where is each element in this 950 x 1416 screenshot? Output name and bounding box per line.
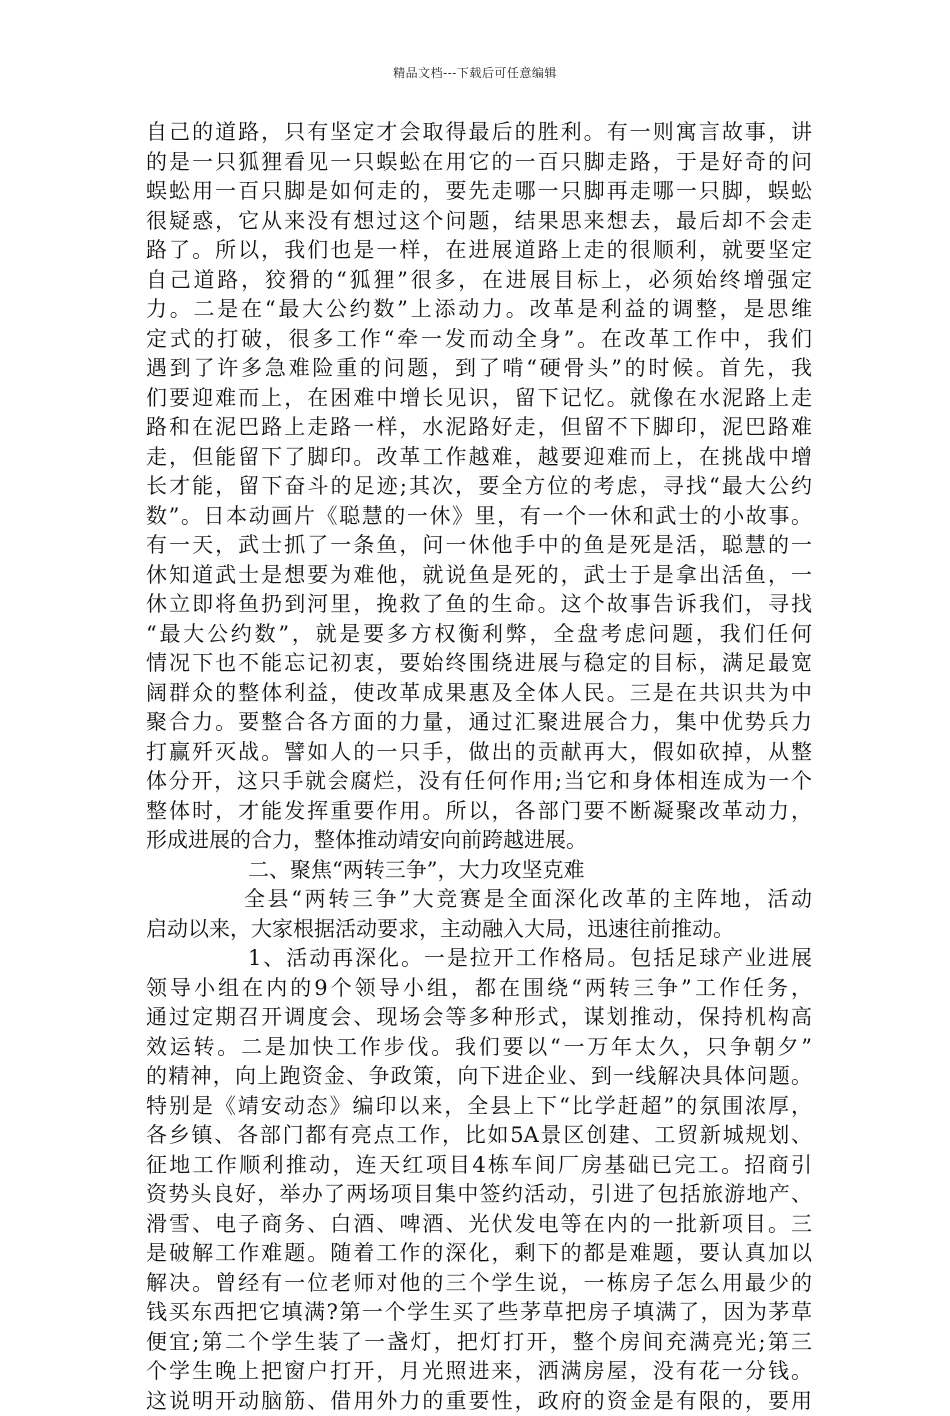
paragraph-line: 们要迎难而上，在困难中增长见识，留下记忆。就像在水泥路上走 [146,384,812,414]
paragraph-first-line: 1、活动再深化。一是拉开工作格局。包括足球产业进展 [146,944,812,974]
paragraph-line: 解决。曾经有一位老师对他的三个学生说，一栋房子怎么用最少的 [146,1269,812,1299]
paragraph-line: 长才能，留下奋斗的足迹;其次，要全方位的考虑，寻找“最大公约 [146,472,812,502]
paragraph-line: 通过定期召开调度会、现场会等多种形式，谋划推动，保持机构高 [146,1003,812,1033]
paragraph-line: 路和在泥巴路上走路一样，水泥路好走，但留不下脚印，泥巴路难 [146,413,812,443]
paragraph-line: 情况下也不能忘记初衷，要始终围绕进展与稳定的目标，满足最宽 [146,649,812,679]
section-heading: 二、聚焦“两转三争”，大力攻坚克难 [146,856,812,886]
paragraph-line: 钱买东西把它填满?第一个学生买了些茅草把房子填满了，因为茅草 [146,1298,812,1328]
paragraph-line: 个学生晚上把窗户打开，月光照进来，洒满房屋，没有花一分钱。 [146,1357,812,1387]
paragraph-line: 整体时，才能发挥重要作用。所以，各部门要不断凝聚改革动力， [146,797,812,827]
paragraph-line: 力。二是在“最大公约数”上添动力。改革是利益的调整，是思维 [146,295,812,325]
paragraph-line: “最大公约数”，就是要多方权衡利弊，全盘考虑问题，我们任何 [146,620,812,650]
paragraph-line: 很疑惑，它从来没有想过这个问题，结果思来想去，最后却不会走 [146,207,812,237]
paragraph-line: 便宜;第二个学生装了一盏灯，把灯打开，整个房间充满亮光;第三 [146,1328,812,1358]
paragraph-line: 的精神，向上跑资金、争政策，向下进企业、到一线解决具体问题。 [146,1062,812,1092]
paragraph-line: 数”。日本动画片《聪慧的一休》里，有一个一休和武士的小故事。 [146,502,812,532]
paragraph-line: 自己的道路，只有坚定才会取得最后的胜利。有一则寓言故事，讲 [146,118,812,148]
paragraph-line: 路了。所以，我们也是一样，在进展道路上走的很顺利，就要坚定 [146,236,812,266]
paragraph-line: 效运转。二是加快工作步伐。我们要以“一万年太久，只争朝夕” [146,1033,812,1063]
paragraph-line: 资势头良好，举办了两场项目集中签约活动，引进了包括旅游地产、 [146,1180,812,1210]
document-body [146,118,812,1416]
paragraph-line: 征地工作顺利推动，连天红项目4栋车间厂房基础已完工。招商引 [146,1151,812,1181]
paragraph-line: 打赢歼灭战。譬如人的一只手，做出的贡献再大，假如砍掉，从整 [146,738,812,768]
paragraph-line: 有一天，武士抓了一条鱼，问一休他手中的鱼是死是活，聪慧的一 [146,531,812,561]
paragraph-line: 自己道路，狡猾的“狐狸”很多，在进展目标上，必须始终增强定 [146,266,812,296]
paragraph-line: 阔群众的整体利益，使改革成果惠及全体人民。三是在共识共为中 [146,679,812,709]
paragraph-line: 体分开，这只手就会腐烂，没有任何作用;当它和身体相连成为一个 [146,767,812,797]
paragraph-line: 特别是《靖安动态》编印以来，全县上下“比学赶超”的氛围浓厚， [146,1092,812,1122]
paragraph-line: 定式的打破，很多工作“牵一发而动全身”。在改革工作中，我们 [146,325,812,355]
paragraph-line: 的是一只狐狸看见一只蜈蚣在用它的一百只脚走路，于是好奇的问 [146,148,812,178]
paragraph-line: 是破解工作难题。随着工作的深化，剩下的都是难题，要认真加以 [146,1239,812,1269]
paragraph-first-line: 全县“两转三争”大竞赛是全面深化改革的主阵地，活动 [146,885,812,915]
paragraph-line: 休立即将鱼扔到河里，挽救了鱼的生命。这个故事告诉我们，寻找 [146,590,812,620]
paragraph-line: 蜈蚣用一百只脚是如何走的，要先走哪一只脚再走哪一只脚，蜈蚣 [146,177,812,207]
page-header: 精品文档---下载后可任意编辑 [0,64,950,81]
paragraph-line: 领导小组在内的9个领导小组，都在围绕“两转三争”工作任务， [146,974,812,1004]
paragraph-line: 启动以来，大家根据活动要求，主动融入大局，迅速往前推动。 [146,915,812,945]
paragraph-line: 各乡镇、各部门都有亮点工作，比如5A景区创建、工贸新城规划、 [146,1121,812,1151]
paragraph-line: 走，但能留下了脚印。改革工作越难，越要迎难而上，在挑战中增 [146,443,812,473]
paragraph-line: 形成进展的合力，整体推动靖安向前跨越进展。 [146,826,812,856]
paragraph-line: 休知道武士是想要为难他，就说鱼是死的，武士于是拿出活鱼，一 [146,561,812,591]
paragraph-line: 聚合力。要整合各方面的力量，通过汇聚进展合力，集中优势兵力 [146,708,812,738]
paragraph-line: 滑雪、电子商务、白酒、啤酒、光伏发电等在内的一批新项目。三 [146,1210,812,1240]
paragraph-line: 遇到了许多急难险重的问题，到了啃“硬骨头”的时候。首先，我 [146,354,812,384]
paragraph-line: 这说明开动脑筋、借用外力的重要性，政府的资金是有限的，要用 [146,1387,812,1416]
